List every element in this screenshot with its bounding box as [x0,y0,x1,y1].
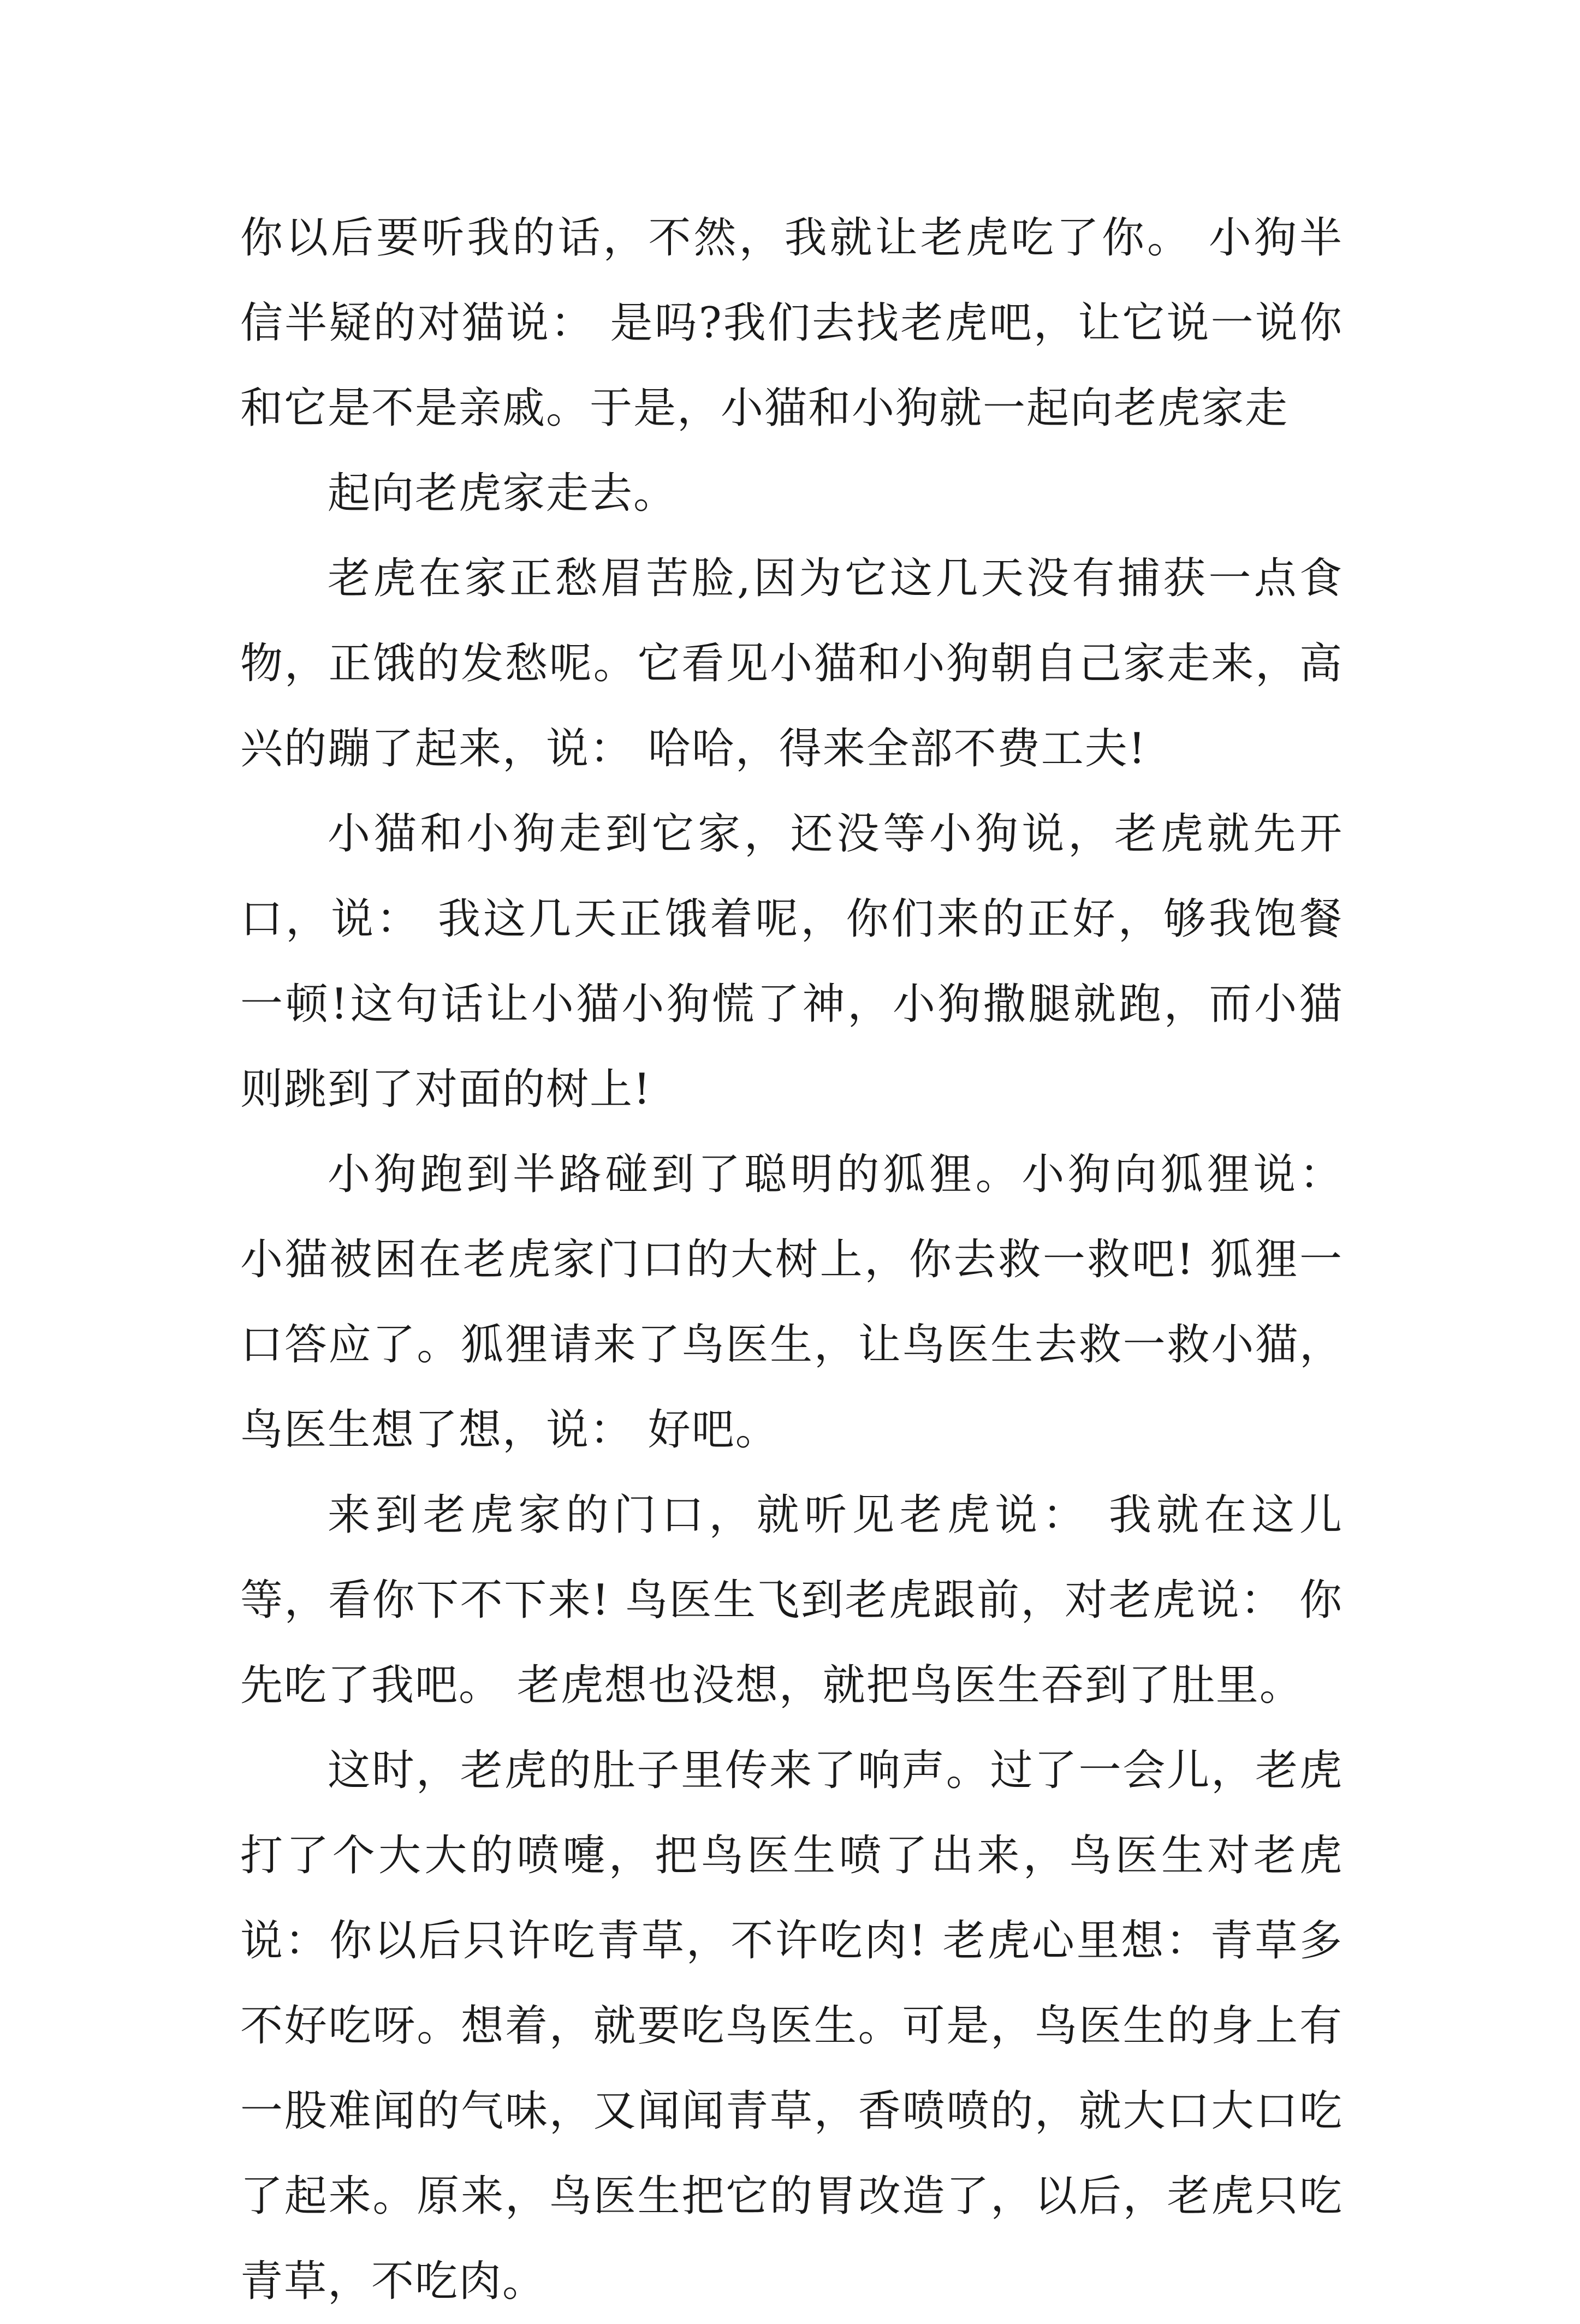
paragraph-4: 小猫和小狗走到它家，还没等小狗说，老虎就先开口，说： 我这几天正饿着呢，你们来的正好，够我饱餐一顿!这句话让小猫小狗慌了神，小狗撒腿就跑，而小猫则跳到了对面的树上! [240,809,1343,1114]
document-body [240,195,1343,2324]
paragraph-6: 来到老虎家的门口，就听见老虎说： 我就在这儿等，看你下不下来! 鸟医生飞到老虎跟前，对老虎说： 你先吃了我吧。 老虎想也没想，就把鸟医生吞到了肚里。 [240,1491,1343,1710]
paragraph-1: 你以后要听我的话，不然，我就让老虎吃了你。 小狗半信半疑的对猫说： 是吗?我们去找老虎吧，让它说一说你和它是不是亲戚。于是，小猫和小狗就一起向老虎家走 [240,213,1343,433]
paragraph-3: 老虎在家正愁眉苦脸,因为它这几天没有捕获一点食物，正饿的发愁呢。它看见小猫和小狗朝自己家走来，高兴的蹦了起来，说： 哈哈，得来全部不费工夫! [240,554,1343,773]
paragraph-7: 这时，老虎的肚子里传来了响声。过了一会儿，老虎打了个大大的喷嚏，把鸟医生喷了出来，鸟医生对老虎说：你以后只许吃青草，不许吃肉! 老虎心里想：青草多不好吃呀。想着，就要吃鸟医生。可是，鸟医生的身上有一股难闻的气味，又闻闻青草，香喷喷的，就大口大口吃了起来。原来，鸟医生把它的胃改造了，以后，老虎只吃青草，不吃肉。 [240,1746,1343,2306]
paragraph-2: 起向老虎家走去。 [328,469,678,518]
paragraph-5: 小狗跑到半路碰到了聪明的狐狸。小狗向狐狸说： 小猫被困在老虎家门口的大树上，你去救一救吧! 狐狸一口答应了。狐狸请来了鸟医生，让鸟医生去救一救小猫，鸟医生想了想，说： 好吧。 [240,1150,1343,1455]
